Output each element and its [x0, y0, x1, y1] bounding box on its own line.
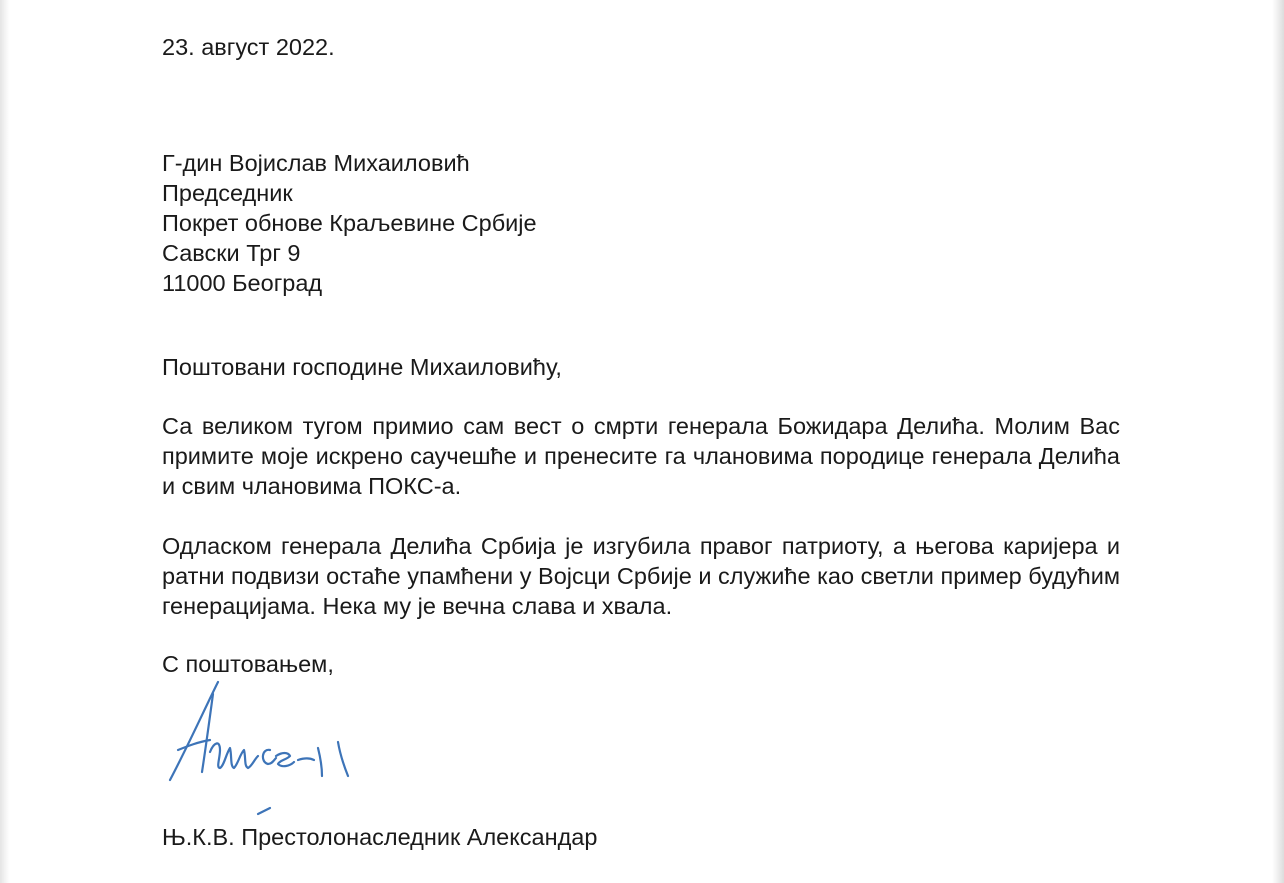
- body-paragraph-1: Са великом тугом примио сам вест о смрти генерала Божидара Делића. Молим Вас примите моје искрено саучешће и пренесите га члановима породице генерала Делића и свим члановима ПОКС-а.: [162, 413, 1120, 499]
- handwritten-signature: [158, 676, 368, 826]
- page-edge-right: [1272, 0, 1284, 883]
- recipient-city: 11000 Београд: [162, 270, 323, 296]
- body-paragraph-2: Одласком генерала Делића Србија је изгубила правог патриоту, а његова каријера и ратни подвизи остаће упамћени у Војсци Србије и служиће као светли пример будућим генерацијама. Нека му је вечна слава и хвала.: [162, 533, 1120, 619]
- page-edge-left: [0, 0, 10, 883]
- recipient-street: Савски Трг 9: [162, 240, 301, 266]
- closing: С поштовањем,: [162, 651, 334, 677]
- recipient-title: Председник: [162, 180, 293, 206]
- letter-date: 23. август 2022.: [162, 34, 335, 60]
- recipient-name: Г-дин Војислав Михаиловић: [162, 150, 470, 176]
- salutation: Поштовани господине Михаиловићу,: [162, 354, 562, 380]
- recipient-organization: Покрет обнове Краљевине Србије: [162, 210, 537, 236]
- sender-name: Њ.К.В. Престолонаследник Александар: [162, 824, 598, 850]
- recipient-address: [162, 148, 1120, 298]
